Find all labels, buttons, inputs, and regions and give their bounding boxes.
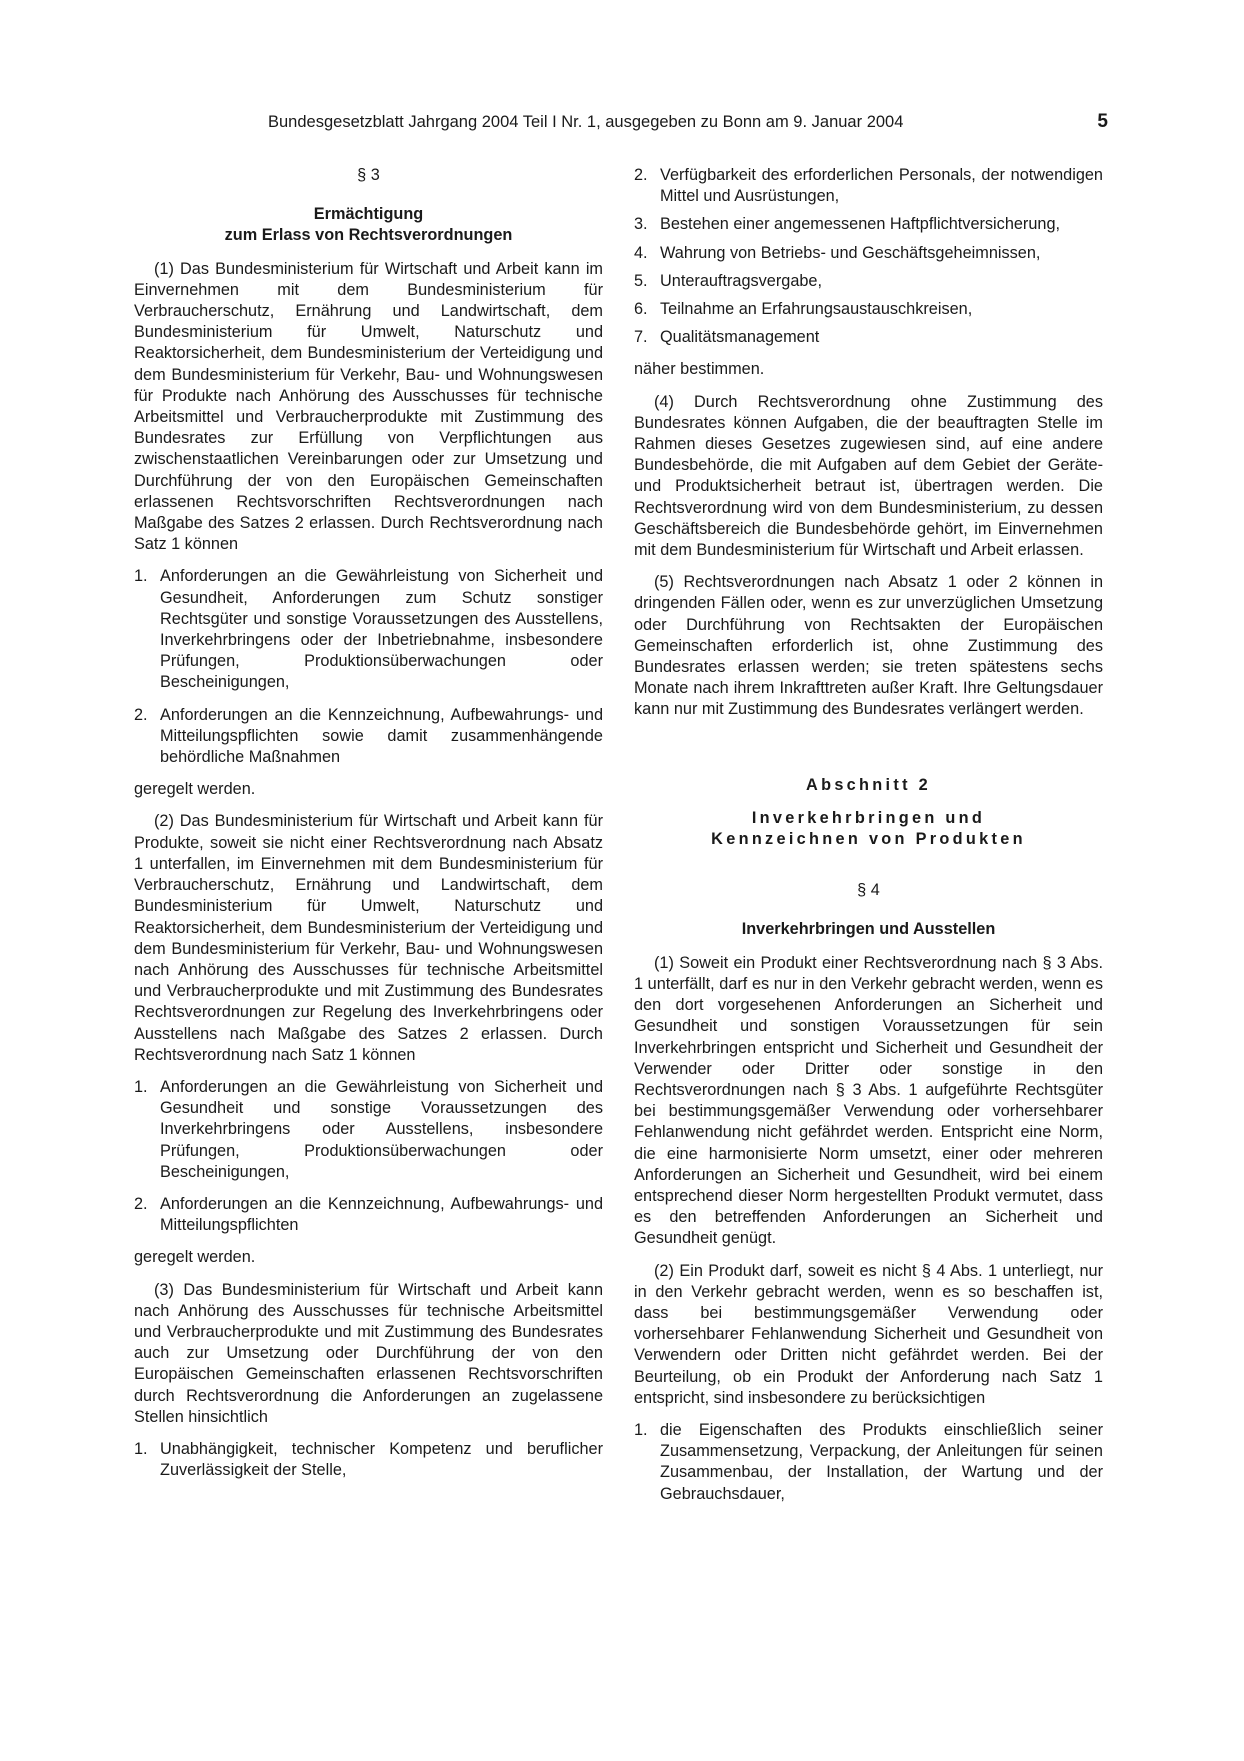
- list-item-number: 2.: [134, 705, 148, 724]
- list-item-number: 3.: [634, 215, 648, 234]
- right-column: [634, 165, 1103, 1516]
- section-3-paragraph-2: (2) Das Bundesministerium für Wirtschaft und Arbeit kann für Produkte, soweit sie nicht einer Rechtsverordnung nach Absatz 1 unterfallen, im Einvernehmen mit dem Bundesministerium für Verbraucherschutz, Ernährung und Landwirtschaft, dem Bundesministerium für Umwelt, Naturschutz und Reaktorsicherheit, dem Bundesministerium der Verteidigung und dem Bundesministerium für Verkehr, Bau- und Wohnungswesen nach Anhörung des Ausschusses für technische Arbeitsmittel und Verbraucherprodukte und mit Zustimmung des Bundesrates Rechtsverordnungen zur Regelung des Inverkehrbringens oder Ausstellens nach Maßgabe des Satzes 2 erlassen. Durch Rechtsverordnung nach Satz 1 können: [134, 812, 603, 1064]
- list-item-number: 1.: [134, 567, 148, 586]
- list-item: [634, 271, 1103, 292]
- list-item-number: 2.: [134, 1194, 148, 1213]
- section-3-paragraph-3: (3) Das Bundesministerium für Wirtschaft und Arbeit kann nach Anhörung des Ausschusses für technische Arbeitsmittel und Verbraucherprodukte und mit Zustimmung des Bundesrates auch zur Umsetzung oder Durchführung der von den Europäischen Gemeinschaften erlassenen Rechtsvorschriften durch Rechtsverordnung die Anforderungen an zugelassene Stellen hinsichtlich: [134, 1280, 603, 1426]
- naeher-bestimmen: näher bestimmen.: [634, 360, 765, 379]
- list-item: [134, 1439, 603, 1481]
- section-3-list-3: [134, 1439, 603, 1481]
- geregelt-werden-2: geregelt werden.: [134, 1248, 256, 1267]
- list-item: [634, 327, 1103, 348]
- list-item-text: Anforderungen an die Gewährleistung von Sicherheit und Gesundheit, Anforderungen zum Schutz sonstiger Rechtsgüter und sonstige Voraussetzungen des Ausstellens, Inverkehrbringens oder der Inbetriebnahme, insbesondere Prüfungen, Produktionsüberwachungen oder Bescheinigungen,: [160, 567, 603, 692]
- list-item-text: Anforderungen an die Gewährleistung von Sicherheit und Gesundheit und sonstige Voraussetzungen des Inverkehrbringens oder Ausstellens, insbesondere Prüfungen, Produktionsüberwachungen oder Bescheinigungen,: [160, 1077, 603, 1181]
- abschnitt-title-line2: Kennzeichnen von Produkten: [711, 830, 1026, 849]
- list-item: [634, 165, 1103, 207]
- list-item-text: Anforderungen an die Kennzeichnung, Aufbewahrungs- und Mitteilungspflichten: [160, 1194, 603, 1235]
- list-item: [134, 1194, 603, 1236]
- list-item-text: Anforderungen an die Kennzeichnung, Aufbewahrungs- und Mitteilungspflichten sowie damit zusammenhängende behördliche Maßnahmen: [160, 705, 603, 767]
- page-header: [0, 110, 1244, 134]
- list-item-number: 1.: [134, 1077, 148, 1096]
- list-item-text: die Eigenschaften des Produkts einschließlich seiner Zusammensetzung, Verpackung, der Anleitungen für seinen Zusammenbau, der Installation, der Wartung und der Gebrauchsdauer,: [660, 1420, 1103, 1503]
- running-header: Bundesgesetzblatt Jahrgang 2004 Teil I Nr. 1, ausgegeben zu Bonn am 9. Januar 2004: [268, 113, 904, 131]
- section-3-title: [134, 204, 603, 246]
- section-3-number: § 3: [357, 166, 380, 184]
- geregelt-werden-1: geregelt werden.: [134, 780, 256, 799]
- section-3-paragraph-5: (5) Rechtsverordnungen nach Absatz 1 oder 2 können in dringenden Fällen oder, wenn es zur unverzüglichen Umsetzung oder Durchführung von Rechtsakten der Europäischen Gemeinschaften erforderlich ist, ohne Zustimmung des Bundesrates erlassen werden; sie treten spätestens sechs Monate nach ihrem Inkrafttreten außer Kraft. Ihre Geltungsdauer kann nur mit Zustimmung des Bundesrates verlängert werden.: [634, 573, 1103, 719]
- list-item: [134, 705, 603, 769]
- section-4-paragraph-1: (1) Soweit ein Produkt einer Rechtsverordnung nach § 3 Abs. 1 unterfällt, darf es nur in den Verkehr gebracht werden, wenn es den dort vorgesehenen Anforderungen an Sicherheit und Gesundheit und sonstigen Voraussetzungen für sein Inverkehrbringen entspricht und Sicherheit und Gesundheit der Verwender oder Dritter oder sonstige in den Rechtsverordnungen nach § 3 Abs. 1 aufgeführte Rechtsgüter bei bestimmungsgemäßer Verwendung oder vorhersehbarer Fehlanwendung nicht gefährdet werden. Entspricht eine Norm, die eine harmonisierte Norm umsetzt, einer oder mehreren Anforderungen an Sicherheit und Gesundheit, wird bei einem entsprechend dieser Norm hergestellten Produkt vermutet, dass es den betreffenden Anforderungen an Sicherheit und Gesundheit genügt.: [634, 953, 1103, 1248]
- page-number: 5: [1097, 111, 1108, 132]
- section-3-paragraph-4: (4) Durch Rechtsverordnung ohne Zustimmung des Bundesrates können Aufgaben, die der beauftragten Stelle im Rahmen dieses Gesetzes zugewiesen sind, auf eine andere Bundesbehörde, die mit Aufgaben auf dem Gebiet der Geräte- und Produktsicherheit betraut ist, übertragen werden. Die Rechtsverordnung wird von dem Bundesministerium, zu dessen Geschäftsbereich die Bundesbehörde gehört, im Einvernehmen mit dem Bundesministerium für Wirtschaft und Arbeit erlassen.: [634, 392, 1103, 560]
- list-item: [634, 299, 1103, 320]
- list-item-text: Verfügbarkeit des erforderlichen Personals, der notwendigen Mittel und Ausrüstungen,: [660, 166, 1103, 206]
- list-item: [634, 1420, 1103, 1505]
- list-item: [134, 566, 603, 693]
- abschnitt-title: [634, 808, 1103, 850]
- list-item: [134, 1077, 603, 1183]
- list-item-text: Qualitätsmanagement: [660, 328, 820, 347]
- section-4-paragraph-2: (2) Ein Produkt darf, soweit es nicht § 4 Abs. 1 unterliegt, nur in den Verkehr gebracht werden, wenn es so beschaffen ist, dass bei bestimmungsgemäßer Verwendung oder vorhersehbarer Fehlanwendung Sicherheit und Gesundheit von Verwendern oder Dritten nicht gefährdet werden. Bei der Beurteilung, ob ein Produkt der Anforderung nach Satz 1 entspricht, sind insbesondere zu berücksichtigen: [634, 1261, 1103, 1407]
- list-item-number: 1.: [634, 1420, 648, 1439]
- list-item: [634, 214, 1103, 235]
- list-item-text: Teilnahme an Erfahrungsaustauschkreisen,: [660, 300, 973, 319]
- list-item-text: Bestehen einer angemessenen Haftpflichtversicherung,: [660, 215, 1061, 234]
- section-3-list-2: [134, 1077, 603, 1236]
- section-3-list-3-continued: [634, 165, 1103, 348]
- list-item-number: 1.: [134, 1439, 148, 1458]
- section-3-title-line2: zum Erlass von Rechtsverordnungen: [224, 226, 513, 245]
- section-3-list-1: [134, 566, 603, 768]
- list-item-number: 5.: [634, 271, 648, 290]
- list-item: [634, 243, 1103, 264]
- section-3-title-line1: Ermächtigung: [313, 205, 424, 224]
- list-item-number: 2.: [634, 166, 648, 184]
- section-4-list: [634, 1420, 1103, 1505]
- list-item-text: Unabhängigkeit, technischer Kompetenz und beruflicher Zuverlässigkeit der Stelle,: [160, 1439, 603, 1480]
- abschnitt-title-line1: Inverkehrbringen und: [751, 808, 986, 827]
- list-item-number: 7.: [634, 328, 648, 347]
- left-column: [134, 165, 603, 1492]
- list-item-text: Unterauftragsvergabe,: [660, 271, 823, 290]
- abschnitt-heading: Abschnitt 2: [806, 775, 931, 794]
- list-item-text: Wahrung von Betriebs- und Geschäftsgeheimnissen,: [660, 243, 1041, 262]
- list-item-number: 6.: [634, 300, 648, 319]
- section-4-number: § 4: [857, 881, 880, 900]
- section-4-title: Inverkehrbringen und Ausstellen: [741, 920, 996, 939]
- section-3-paragraph-1: (1) Das Bundesministerium für Wirtschaft und Arbeit kann im Einvernehmen mit dem Bundesministerium für Verbraucherschutz, Ernährung und Landwirtschaft, dem Bundesministerium für Umwelt, Naturschutz und Reaktorsicherheit, dem Bundesministerium der Verteidigung und dem Bundesministerium für Verkehr, Bau- und Wohnungswesen für Produkte nach Anhörung des Ausschusses für technische Arbeitsmittel und Verbraucherprodukte mit Zustimmung des Bundesrates zur Erfüllung von Verpflichtungen aus zwischenstaatlichen Vereinbarungen oder zur Umsetzung und Durchführung der von den Europäischen Gemeinschaften erlassenen Rechtsvorschriften Rechtsverordnungen nach Maßgabe des Satzes 2 erlassen. Durch Rechtsverordnung nach Satz 1 können: [134, 259, 603, 554]
- list-item-number: 4.: [634, 243, 648, 262]
